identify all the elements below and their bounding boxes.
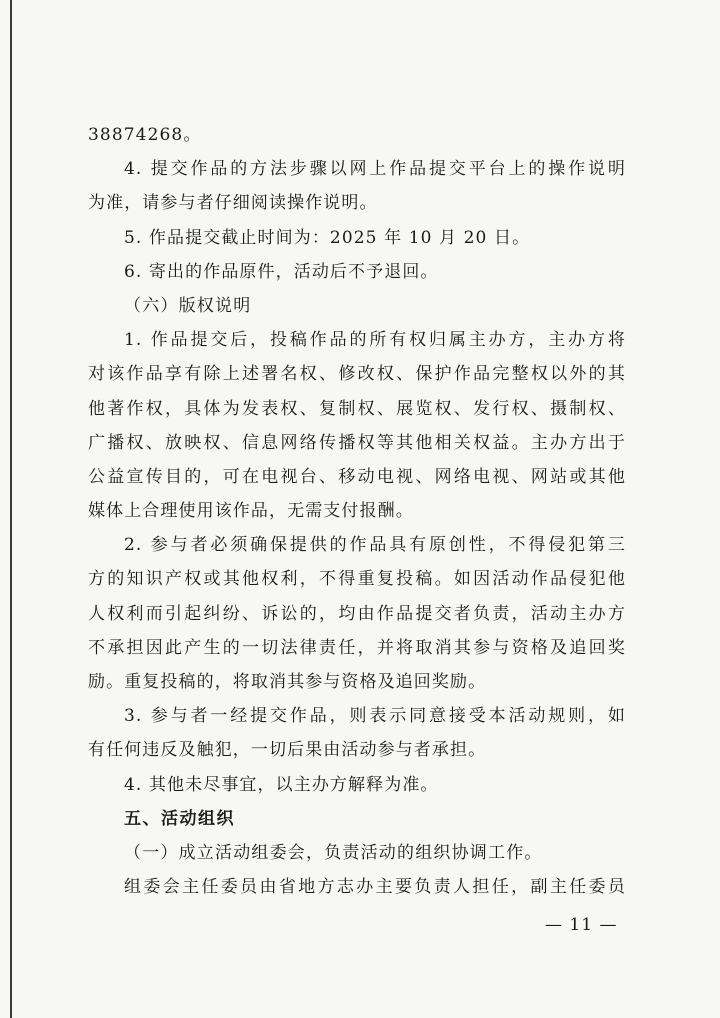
text-line: 3. 参与者一经提交作品，则表示同意接受本活动规则，如: [124, 706, 626, 727]
text-line: 4. 其他未尽事宜，以主办方解释为准。: [124, 774, 439, 795]
text-line: 5. 作品提交截止时间为：2025 年 10 月 20 日。: [124, 227, 531, 248]
text-line: 媒体上合理使用该作品，无需支付报酬。: [88, 501, 414, 522]
text-line: 对该作品享有除上述署名权、修改权、保护作品完整权以外的其: [88, 364, 626, 385]
text-line: 为准，请参与者仔细阅读操作说明。: [88, 193, 378, 214]
text-line: 6. 寄出的作品原件，活动后不予退回。: [124, 261, 439, 282]
scan-edge-line: [10, 0, 12, 1018]
section-subheading: （一）成立活动组委会，负责活动的组织协调工作。: [124, 842, 543, 863]
text-line: 人权利而引起纠纷、诉讼的，均由作品提交者负责，活动主办方: [88, 603, 626, 624]
text-line: 1. 作品提交后，投稿作品的所有权归属主办方，主办方将: [124, 330, 626, 351]
text-line: 4. 提交作品的方法步骤以网上作品提交平台上的操作说明: [124, 159, 626, 180]
text-line: 方的知识产权或其他权利，不得重复投稿。如因活动作品侵犯他: [88, 569, 626, 590]
section-heading: 五、活动组织: [124, 808, 235, 829]
text-line: 不承担因此产生的一切法律责任，并将取消其参与资格及追回奖: [88, 637, 626, 658]
page-number: — 11 —: [545, 915, 618, 935]
text-line: 他著作权，具体为发表权、复制权、展览权、发行权、摄制权、: [88, 398, 626, 419]
text-line: 励。重复投稿的，将取消其参与资格及追回奖励。: [88, 672, 487, 692]
text-line: 有任何违反及触犯，一切后果由活动参与者承担。: [88, 740, 487, 761]
text-line: 组委会主任委员由省地方志办主要负责人担任，副主任委员: [124, 877, 626, 898]
text-line: 公益宣传目的，可在电视台、移动电视、网络电视、网站或其他: [88, 466, 626, 487]
text-line: 广播权、放映权、信息网络传播权等其他相关权益。主办方出于: [88, 432, 626, 453]
section-subheading: （六）版权说明: [124, 295, 252, 316]
document-page: [88, 118, 626, 904]
text-line: 2. 参与者必须确保提供的作品具有原创性，不得侵犯第三: [124, 535, 626, 556]
text-line: 38874268。: [88, 125, 202, 145]
